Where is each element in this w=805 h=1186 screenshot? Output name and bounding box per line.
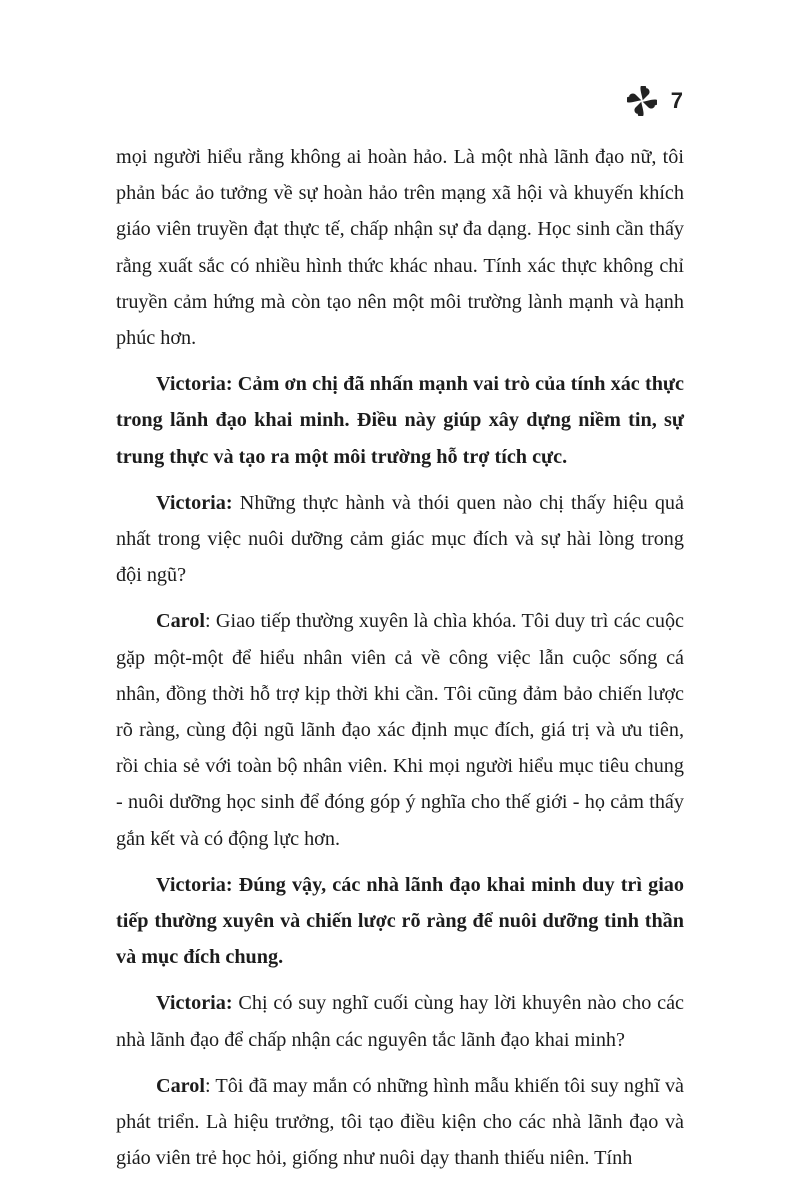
paragraph-text: : Tôi đã may mắn có những hình mẫu khiến tôi suy nghĩ và phát triển. Là hiệu trưởng, tôi tạo điều kiện cho các nhà lãnh đạo và giáo viên trẻ học hỏi, giống như nuôi dạy thanh thiếu niên. Tính	[116, 1074, 684, 1170]
paragraph-text: Cảm ơn chị đã nhấn mạnh vai trò của tính xác thực trong lãnh đạo khai minh. Điều này giúp xây dựng niềm tin, sự trung thực và tạo ra một môi trường hỗ trợ tích cực.	[116, 373, 684, 468]
speaker-name: Carol	[156, 1074, 205, 1097]
paragraph-carol-answer	[116, 1068, 684, 1177]
speaker-name: Victoria:	[156, 992, 233, 1015]
paragraph-text: Đúng vậy, các nhà lãnh đạo khai minh duy trì giao tiếp thường xuyên và chiến lược rõ ràng để nuôi dưỡng tinh thần và mục đích chung.	[116, 873, 684, 969]
speaker-name: Carol	[156, 610, 205, 633]
four-heart-clover-icon	[627, 86, 657, 116]
paragraph-victoria-question	[116, 985, 684, 1057]
paragraph-text: Những thực hành và thói quen nào chị thấy hiệu quả nhất trong việc nuôi dưỡng cảm giác mục đích và sự hài lòng trong đội ngũ?	[116, 491, 684, 587]
speaker-name: Victoria:	[156, 873, 233, 896]
paragraph-victoria-bold	[116, 867, 684, 976]
paragraph-continuation	[116, 139, 684, 356]
page-number: 7	[670, 88, 683, 113]
paragraph-text: mọi người hiểu rằng không ai hoàn hảo. Là một nhà lãnh đạo nữ, tôi phản bác ảo tưởng về sự hoàn hảo trên mạng xã hội và khuyến khích giáo viên truyền đạt thực tế, chấp nhận sự đa dạng. Học sinh cần thấy rằng xuất sắc có nhiều hình thức khác nhau. Tính xác thực không chỉ truyền cảm hứng mà còn tạo nên một môi trường lành mạnh và hạnh phúc hơn.	[116, 146, 684, 350]
page-header	[627, 86, 683, 116]
speaker-name: Victoria:	[156, 491, 233, 514]
speaker-name: Victoria:	[156, 373, 233, 396]
paragraph-text: Chị có suy nghĩ cuối cùng hay lời khuyên nào cho các nhà lãnh đạo để chấp nhận các nguyên tắc lãnh đạo khai minh?	[116, 992, 684, 1051]
paragraph-text: : Giao tiếp thường xuyên là chìa khóa. Tôi duy trì các cuộc gặp một-một để hiểu nhân viên cả về công việc lẫn cuộc sống cá nhân, đồng thời hỗ trợ kịp thời khi cần. Tôi cũng đảm bảo chiến lược rõ ràng, cùng đội ngũ lãnh đạo xác định mục đích, giá trị và ưu tiên, rồi chia sẻ với toàn bộ nhân viên. Khi mọi người hiểu mục tiêu chung - nuôi dưỡng học sinh để đóng góp ý nghĩa cho thế giới - họ cảm thấy gắn kết và có động lực hơn.	[116, 610, 684, 850]
paragraph-carol-answer	[116, 603, 684, 856]
paragraph-victoria-bold	[116, 366, 684, 475]
paragraph-victoria-question	[116, 485, 684, 594]
page-body	[116, 139, 684, 1186]
